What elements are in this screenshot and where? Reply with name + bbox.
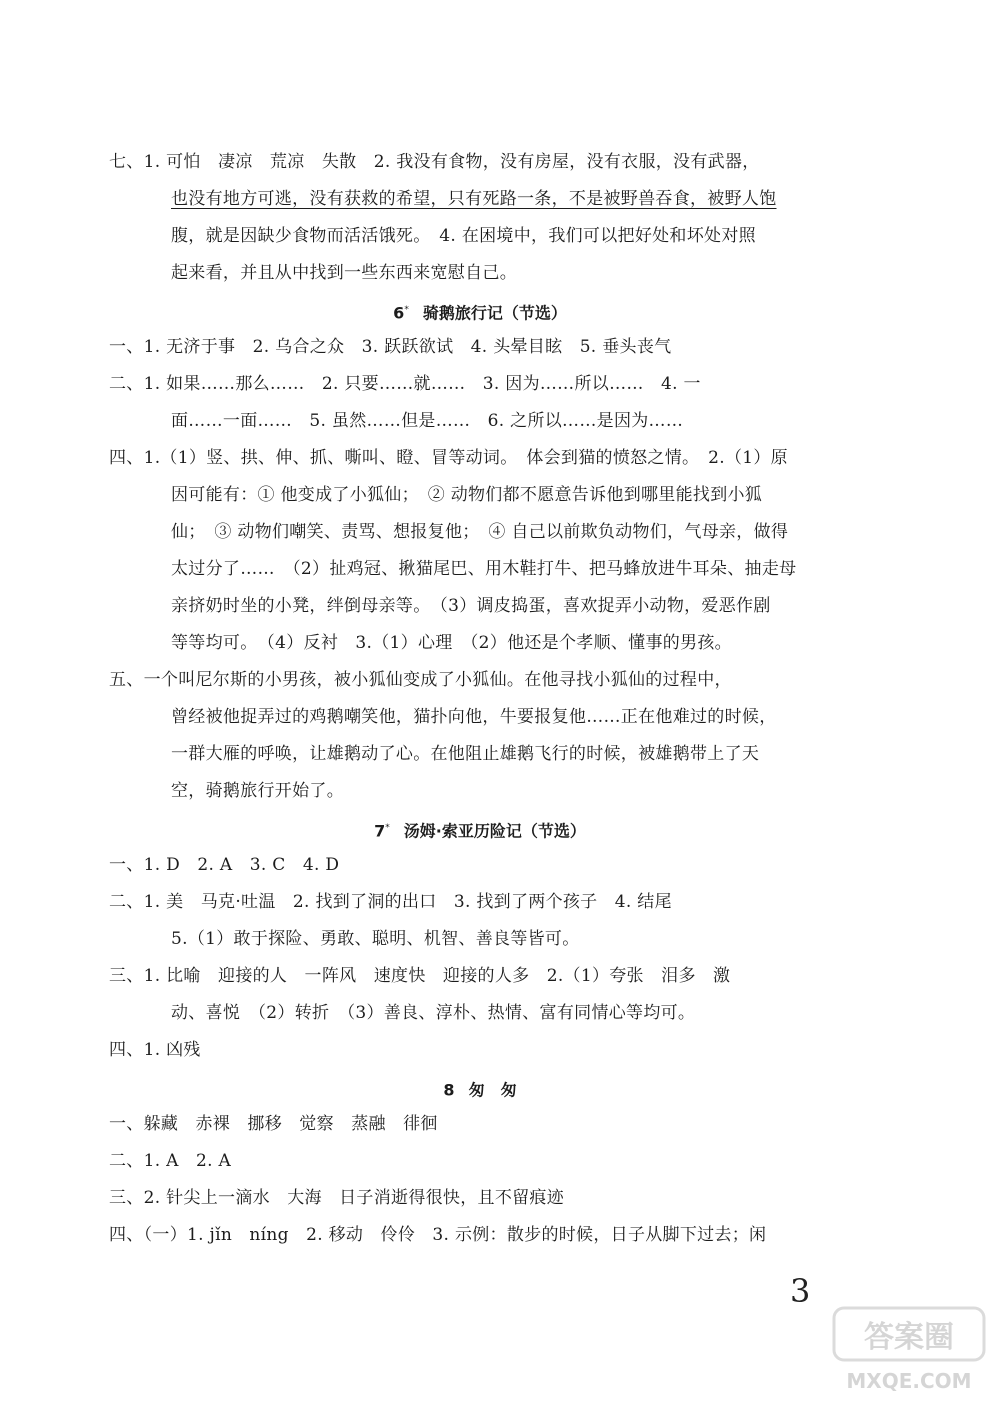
text-line: 腹，就是因缺少食物而活活饿死。 4. 在困境中，我们可以把好处和坏处对照 bbox=[171, 226, 756, 246]
text-line: 空，骑鹅旅行开始了。 bbox=[171, 781, 344, 801]
text-line: 太过分了…… （2）扯鸡冠、揪猫尾巴、用木鞋打牛、把马蜂放进牛耳朵、抽走母 bbox=[171, 559, 797, 579]
section-heading: 7* 汤姆·索亚历险记（节选） bbox=[374, 821, 586, 841]
text-line: 二、1. 如果……那么…… 2. 只要……就…… 3. 因为……所以…… 4. 一 bbox=[109, 374, 701, 394]
text-line: 四、1. 凶残 bbox=[109, 1040, 201, 1060]
text-line: 因可能有：① 他变成了小狐仙； ② 动物们都不愿意告诉他到哪里能找到小狐 bbox=[171, 485, 763, 505]
text-line: 起来看，并且从中找到一些东西来宽慰自己。 bbox=[171, 263, 517, 283]
page-number: 3 bbox=[790, 1272, 811, 1310]
text-line: 一、1. 无济于事 2. 乌合之众 3. 跃跃欲试 4. 头晕目眩 5. 垂头丧气 bbox=[109, 337, 672, 357]
text-line: 三、1. 比喻 迎接的人 一阵风 速度快 迎接的人多 2.（1）夸张 泪多 激 bbox=[109, 966, 731, 986]
text-line: 动、喜悦 （2）转折 （3）善良、淳朴、热情、富有同情心等均可。 bbox=[171, 1003, 696, 1023]
watermark-domain: MXQE.COM bbox=[846, 1369, 972, 1393]
section-heading: 8 匆 匆 bbox=[443, 1080, 517, 1100]
text-line: 一、1. D 2. A 3. C 4. D bbox=[109, 855, 340, 875]
text-line: 四、（一）1. jǐn níng 2. 移动 伶伶 3. 示例：散步的时候，日子从脚下过去；闲 bbox=[109, 1225, 767, 1245]
text-line: 5.（1）敢于探险、勇敢、聪明、机智、善良等皆可。 bbox=[171, 929, 580, 949]
text-line: 四、1.（1）竖、拱、伸、抓、嘶叫、瞪、冒等动词。 体会到猫的愤怒之情。 2.（1）原 bbox=[109, 448, 788, 468]
section-heading: 6* 骑鹅旅行记（节选） bbox=[393, 303, 567, 323]
answer-content bbox=[109, 150, 820, 1260]
text-line: 五、一个叫尼尔斯的小男孩，被小狐仙变成了小狐仙。在他寻找小狐仙的过程中， bbox=[109, 670, 732, 690]
text-line: 三、2. 针尖上一滴水 大海 日子消逝得很快，且不留痕迹 bbox=[109, 1188, 565, 1208]
text-line: 面……一面…… 5. 虽然……但是…… 6. 之所以……是因为…… bbox=[171, 411, 684, 431]
text-line: 等等均可。 （4）反衬 3.（1）心理 （2）他还是个孝顺、懂事的男孩。 bbox=[171, 633, 732, 653]
text-line: 仙； ③ 动物们嘲笑、责骂、想报复他； ④ 自己以前欺负动物们，气母亲，做得 bbox=[171, 522, 789, 542]
text-line: 七、1. 可怕 凄凉 荒凉 失散 2. 我没有食物，没有房屋，没有衣服，没有武器， bbox=[109, 152, 760, 172]
watermark-icon bbox=[828, 1300, 993, 1400]
text-line: 曾经被他捉弄过的鸡鹅嘲笑他，猫扑向他，牛要报复他……正在他难过的时候， bbox=[171, 707, 777, 727]
text-line: 二、1. A 2. A bbox=[109, 1151, 232, 1171]
text-line: 一、躲藏 赤裸 挪移 觉察 蒸融 徘徊 bbox=[109, 1114, 438, 1134]
watermark-logo bbox=[828, 1300, 993, 1400]
watermark-text: 答案圈 bbox=[864, 1320, 954, 1355]
text-line: 亲挤奶时坐的小凳，绊倒母亲等。 （3）调皮捣蛋，喜欢捉弄小动物，爱恶作剧 bbox=[171, 596, 771, 616]
text-line: 二、1. 美 马克·吐温 2. 找到了洞的出口 3. 找到了两个孩子 4. 结尾 bbox=[109, 892, 672, 912]
text-line: 也没有地方可逃，没有获救的希望，只有死路一条，不是被野兽吞食，被野人饱 bbox=[171, 189, 777, 209]
text-line: 一群大雁的呼唤，让雄鹅动了心。在他阻止雄鹅飞行的时候，被雄鹅带上了天 bbox=[171, 744, 760, 764]
